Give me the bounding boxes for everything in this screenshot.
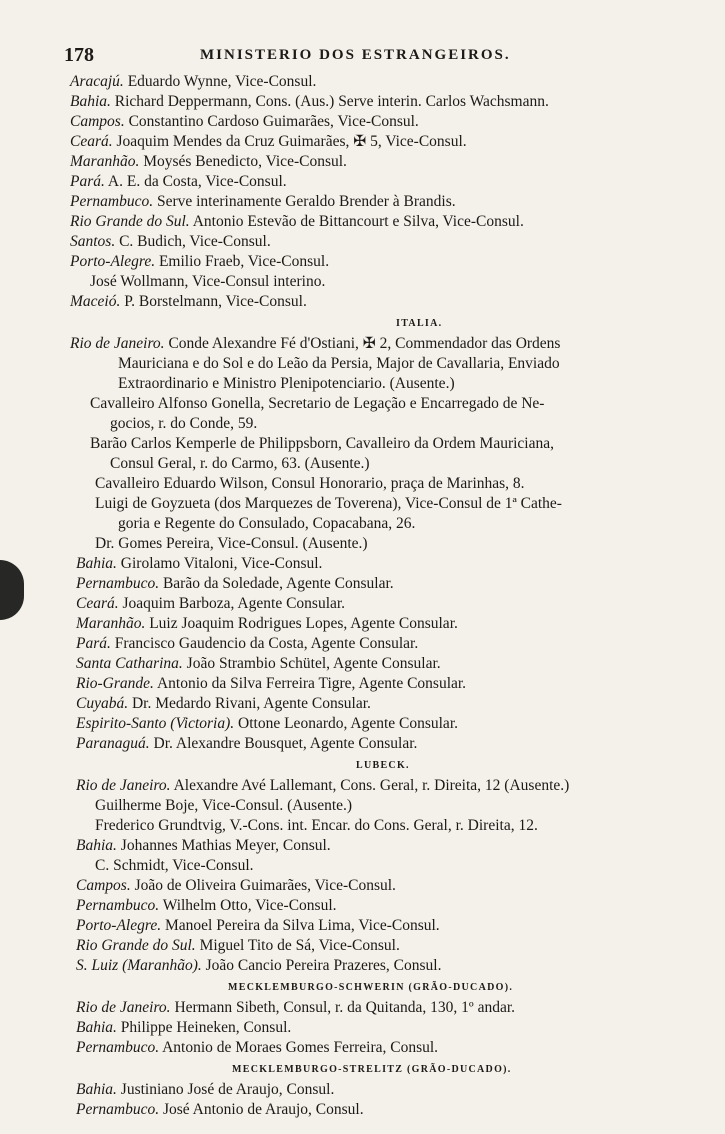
listing-line xyxy=(76,916,440,936)
listing-line xyxy=(95,816,538,836)
place-name: Pernambuco. xyxy=(76,897,160,914)
listing-line xyxy=(95,796,352,816)
entry-text: Francisco Gaudencio da Costa, Agente Consular. xyxy=(114,635,419,652)
listing-line xyxy=(76,1080,334,1100)
listing-line xyxy=(70,92,549,112)
listing-line xyxy=(70,152,347,172)
entry-text: Manoel Pereira da Silva Lima, Vice-Consul. xyxy=(164,917,440,934)
listing-line xyxy=(76,936,400,956)
entry-text: Antonio Estevão de Bittancourt e Silva, Vice-Consul. xyxy=(192,213,524,230)
listing-line xyxy=(76,876,396,896)
listing-line xyxy=(70,72,316,92)
place-name: Aracajú. xyxy=(70,73,124,90)
entry-text: C. Budich, Vice-Consul. xyxy=(119,233,271,250)
entry-text: Guilherme Boje, Vice-Consul. (Ausente.) xyxy=(95,797,353,814)
place-name: Santa Catharina. xyxy=(76,655,183,672)
place-name: Porto-Alegre. xyxy=(76,917,162,934)
entry-text: C. Schmidt, Vice-Consul. xyxy=(95,857,254,874)
place-name: Pernambuco. xyxy=(70,193,154,210)
place-name: Bahia. xyxy=(76,555,117,572)
listing-line xyxy=(76,714,458,734)
entry-text: Justiniano José de Araujo, Consul. xyxy=(120,1081,335,1098)
entry-text: Extraordinario e Ministro Plenipotenciario. (Ausente.) xyxy=(118,375,455,392)
listing-line xyxy=(118,374,455,394)
listing-line xyxy=(70,292,307,312)
place-name: Pará. xyxy=(76,635,111,652)
entry-text: Dr. Medardo Rivani, Agente Consular. xyxy=(131,695,371,712)
entry-text: Consul Geral, r. do Carmo, 63. (Ausente.) xyxy=(110,455,370,472)
entry-text: gocios, r. do Conde, 59. xyxy=(110,415,258,432)
place-name: Rio de Janeiro. xyxy=(70,335,165,352)
entry-text: José Wollmann, Vice-Consul interino. xyxy=(90,273,326,290)
listing-line xyxy=(76,674,466,694)
place-name: Bahia. xyxy=(76,837,117,854)
entry-text: João Cancio Pereira Prazeres, Consul. xyxy=(205,957,442,974)
place-name: Rio Grande do Sul. xyxy=(70,213,190,230)
listing-line xyxy=(76,998,515,1018)
entry-text: Frederico Grundtvig, V.-Cons. int. Encar. do Cons. Geral, r. Direita, 12. xyxy=(95,817,538,834)
entry-text: Wilhelm Otto, Vice-Consul. xyxy=(162,897,337,914)
listing-line xyxy=(76,594,345,614)
place-name: Espirito-Santo (Victoria). xyxy=(76,715,235,732)
place-name: Pernambuco. xyxy=(76,575,160,592)
place-name: Rio de Janeiro. xyxy=(76,999,171,1016)
entry-text: P. Borstelmann, Vice-Consul. xyxy=(124,293,307,310)
place-name: Ceará. xyxy=(70,133,113,150)
entry-text: José Antonio de Araujo, Consul. xyxy=(162,1101,364,1118)
place-name: Ceará. xyxy=(76,595,119,612)
entry-text: Hermann Sibeth, Consul, r. da Quitanda, 130, 1º andar. xyxy=(174,999,516,1016)
place-name: Santos. xyxy=(70,233,116,250)
listing-line xyxy=(95,856,254,876)
section-heading: MECKLEMBURGO-STRELITZ (GRÃO-DUCADO). xyxy=(232,1064,512,1075)
listing-line xyxy=(70,232,271,252)
section-heading: ITALIA. xyxy=(396,318,443,329)
place-name: Pará. xyxy=(70,173,105,190)
place-name: Cuyabá. xyxy=(76,695,129,712)
entry-text: Girolamo Vitaloni, Vice-Consul. xyxy=(120,555,323,572)
listing-line xyxy=(76,1100,364,1120)
listing-line xyxy=(70,112,419,132)
entry-text: Philippe Heineken, Consul. xyxy=(120,1019,292,1036)
listing-line xyxy=(76,614,458,634)
entry-text: Serve interinamente Geraldo Brender à Brandis. xyxy=(156,193,456,210)
place-name: Pernambuco. xyxy=(76,1101,160,1118)
entry-text: Luigi de Goyzueta (dos Marquezes de Toverena), Vice-Consul de 1ª Cathe- xyxy=(95,495,562,512)
entry-text: Conde Alexandre Fé d'Ostiani, ✠ 2, Commendador das Ordens xyxy=(168,335,561,352)
place-name: Rio-Grande. xyxy=(76,675,154,692)
entry-text: Eduardo Wynne, Vice-Consul. xyxy=(127,73,317,90)
place-name: Campos. xyxy=(70,113,125,130)
listing-line xyxy=(110,414,257,434)
entry-text: goria e Regente do Consulado, Copacabana, 26. xyxy=(118,515,416,532)
listing-line xyxy=(90,394,544,414)
entry-text: Cavalleiro Eduardo Wilson, Consul Honorario, praça de Marinhas, 8. xyxy=(95,475,525,492)
entry-text: Johannes Mathias Meyer, Consul. xyxy=(120,837,331,854)
entry-text: Joaquim Mendes da Cruz Guimarães, ✠ 5, Vice-Consul. xyxy=(116,133,467,150)
place-name: Rio de Janeiro. xyxy=(76,777,171,794)
place-name: Paranaguá. xyxy=(76,735,150,752)
place-name: Campos. xyxy=(76,877,131,894)
entry-text: Emilio Fraeb, Vice-Consul. xyxy=(158,253,330,270)
entry-text: Mauriciana e do Sol e do Leão da Persia, Major de Cavallaria, Enviado xyxy=(118,355,560,372)
entry-text: Luiz Joaquim Rodrigues Lopes, Agente Consular. xyxy=(149,615,458,632)
listing-line xyxy=(76,1038,438,1058)
listing-line xyxy=(76,574,394,594)
entry-text: A. E. da Costa, Vice-Consul. xyxy=(107,173,287,190)
place-name: Rio Grande do Sul. xyxy=(76,937,196,954)
listing-line xyxy=(95,494,562,514)
listing-line xyxy=(70,334,560,354)
listing-line xyxy=(90,272,325,292)
listing-line xyxy=(95,534,368,554)
listing-line xyxy=(76,554,322,574)
page-header xyxy=(64,44,610,68)
listing-line xyxy=(70,192,456,212)
place-name: Bahia. xyxy=(70,93,111,110)
listing-line xyxy=(118,354,560,374)
listing-line xyxy=(110,454,370,474)
listing-line xyxy=(76,776,569,796)
entry-text: Moysés Benedicto, Vice-Consul. xyxy=(143,153,347,170)
section-heading: LUBECK. xyxy=(356,760,410,771)
listing-line xyxy=(76,1018,291,1038)
listing-line xyxy=(76,896,337,916)
entry-text: Barão da Soledade, Agente Consular. xyxy=(162,575,394,592)
place-name: Bahia. xyxy=(76,1081,117,1098)
margin-ink-blot xyxy=(0,560,24,620)
running-title: MINISTERIO DOS ESTRANGEIROS. xyxy=(200,47,511,63)
place-name: Maceió. xyxy=(70,293,121,310)
entry-text: Barão Carlos Kemperle de Philippsborn, Cavalleiro da Ordem Mauriciana, xyxy=(90,435,555,452)
entry-text: Antonio de Moraes Gomes Ferreira, Consul. xyxy=(162,1039,439,1056)
entry-text: Alexandre Avé Lallemant, Cons. Geral, r. Direita, 12 (Ausente.) xyxy=(173,777,570,794)
listing-line xyxy=(76,956,442,976)
place-name: Maranhão. xyxy=(76,615,146,632)
listing-line xyxy=(118,514,415,534)
place-name: Pernambuco. xyxy=(76,1039,160,1056)
listing-line xyxy=(76,836,331,856)
listing-line xyxy=(95,474,525,494)
entry-text: Joaquim Barboza, Agente Consular. xyxy=(122,595,346,612)
listing-line xyxy=(76,634,418,654)
place-name: Bahia. xyxy=(76,1019,117,1036)
listing-line xyxy=(70,252,329,272)
place-name: Porto-Alegre. xyxy=(70,253,156,270)
entry-text: Antonio da Silva Ferreira Tigre, Agente Consular. xyxy=(156,675,467,692)
place-name: S. Luiz (Maranhão). xyxy=(76,957,202,974)
entry-text: Constantino Cardoso Guimarães, Vice-Consul. xyxy=(128,113,419,130)
entry-text: Dr. Gomes Pereira, Vice-Consul. (Ausente.) xyxy=(95,535,368,552)
listing-line xyxy=(76,694,371,714)
listing-line xyxy=(70,212,524,232)
entry-text: Richard Deppermann, Cons. (Aus.) Serve interin. Carlos Wachsmann. xyxy=(114,93,549,110)
entry-text: Cavalleiro Alfonso Gonella, Secretario de Legação e Encarregado de Ne- xyxy=(90,395,545,412)
listing-line xyxy=(70,132,467,152)
listing-line xyxy=(76,654,441,674)
listing-line xyxy=(76,734,417,754)
section-heading: MECKLEMBURGO-SCHWERIN (GRÃO-DUCADO). xyxy=(228,982,514,993)
listing-line xyxy=(90,434,554,454)
entry-text: Miguel Tito de Sá, Vice-Consul. xyxy=(199,937,400,954)
place-name: Maranhão. xyxy=(70,153,140,170)
entry-text: Dr. Alexandre Bousquet, Agente Consular. xyxy=(153,735,418,752)
listing-line xyxy=(70,172,287,192)
entry-text: João Strambio Schütel, Agente Consular. xyxy=(186,655,441,672)
page-number: 178 xyxy=(64,44,94,66)
entry-text: Ottone Leonardo, Agente Consular. xyxy=(238,715,458,732)
entry-text: João de Oliveira Guimarães, Vice-Consul. xyxy=(134,877,396,894)
